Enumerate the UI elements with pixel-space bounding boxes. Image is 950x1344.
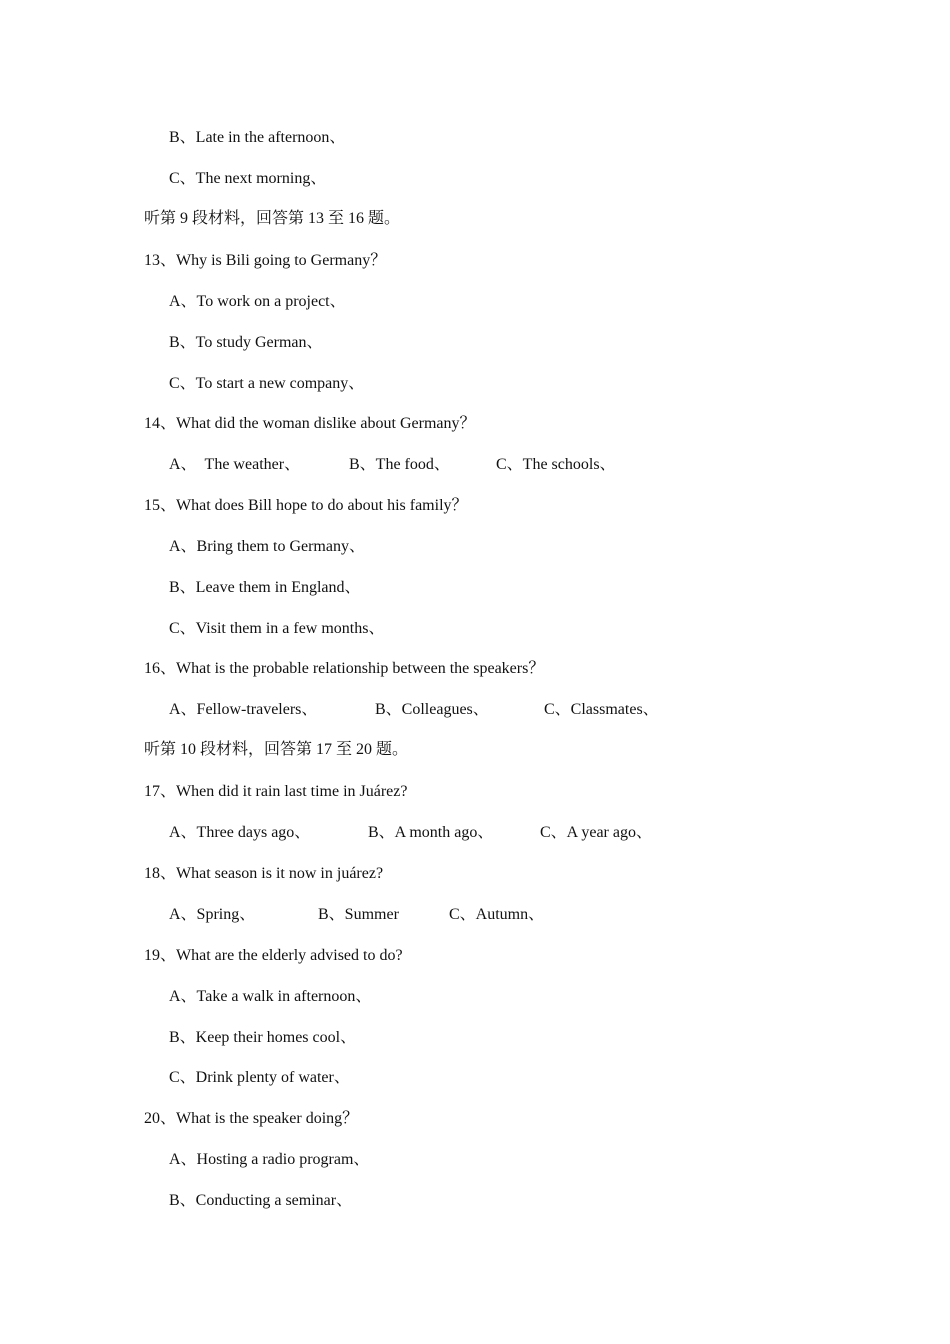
option-c-q18: C、Autumn、 bbox=[449, 906, 545, 923]
option-a-q18: A、Spring、 bbox=[169, 906, 256, 923]
option-a-q19: A、Take a walk in afternoon、 bbox=[169, 988, 372, 1005]
option-c-q19: C、Drink plenty of water、 bbox=[169, 1069, 350, 1086]
option-a-q13: A、To work on a project、 bbox=[169, 293, 346, 310]
option-b-q19: B、Keep their homes cool、 bbox=[169, 1029, 357, 1046]
section-instruction-9: 听第 9 段材料，回答第 13 至 16 题。 bbox=[144, 210, 401, 227]
option-a-q14: A、 The weather、 bbox=[169, 456, 301, 473]
option-a-q20: A、Hosting a radio program、 bbox=[169, 1151, 370, 1168]
option-b-q15: B、Leave them in England、 bbox=[169, 579, 361, 596]
option-a-q15: A、Bring them to Germany、 bbox=[169, 538, 365, 555]
option-a-q16: A、Fellow-travelers、 bbox=[169, 701, 318, 718]
question-20: 20、What is the speaker doing？ bbox=[144, 1110, 359, 1127]
option-c-q12: C、The next morning、 bbox=[169, 170, 327, 187]
option-c-q16: C、Classmates、 bbox=[544, 701, 659, 718]
option-b-q18: B、Summer bbox=[318, 906, 399, 923]
option-b-q14: B、The food、 bbox=[349, 456, 450, 473]
option-b-q13: B、To study German、 bbox=[169, 334, 323, 351]
question-14: 14、What did the woman dislike about Germany？ bbox=[144, 415, 476, 432]
option-b-q12: B、Late in the afternoon、 bbox=[169, 129, 346, 146]
option-c-q17: C、A year ago、 bbox=[540, 824, 652, 841]
option-a-q17: A、Three days ago、 bbox=[169, 824, 311, 841]
option-c-q13: C、To start a new company、 bbox=[169, 375, 365, 392]
option-b-q17: B、A month ago、 bbox=[368, 824, 494, 841]
option-b-q16: B、Colleagues、 bbox=[375, 701, 489, 718]
question-16: 16、What is the probable relationship between the speakers？ bbox=[144, 660, 545, 677]
question-13: 13、Why is Bili going to Germany？ bbox=[144, 252, 387, 269]
question-19: 19、What are the elderly advised to do? bbox=[144, 947, 403, 964]
section-instruction-10: 听第 10 段材料，回答第 17 至 20 题。 bbox=[144, 741, 409, 758]
question-18: 18、What season is it now in juárez? bbox=[144, 865, 384, 882]
option-b-q20: B、Conducting a seminar、 bbox=[169, 1192, 353, 1209]
option-c-q14: C、The schools、 bbox=[496, 456, 616, 473]
question-17: 17、When did it rain last time in Juárez? bbox=[144, 783, 408, 800]
question-15: 15、What does Bill hope to do about his family？ bbox=[144, 497, 468, 514]
option-c-q15: C、Visit them in a few months、 bbox=[169, 620, 385, 637]
